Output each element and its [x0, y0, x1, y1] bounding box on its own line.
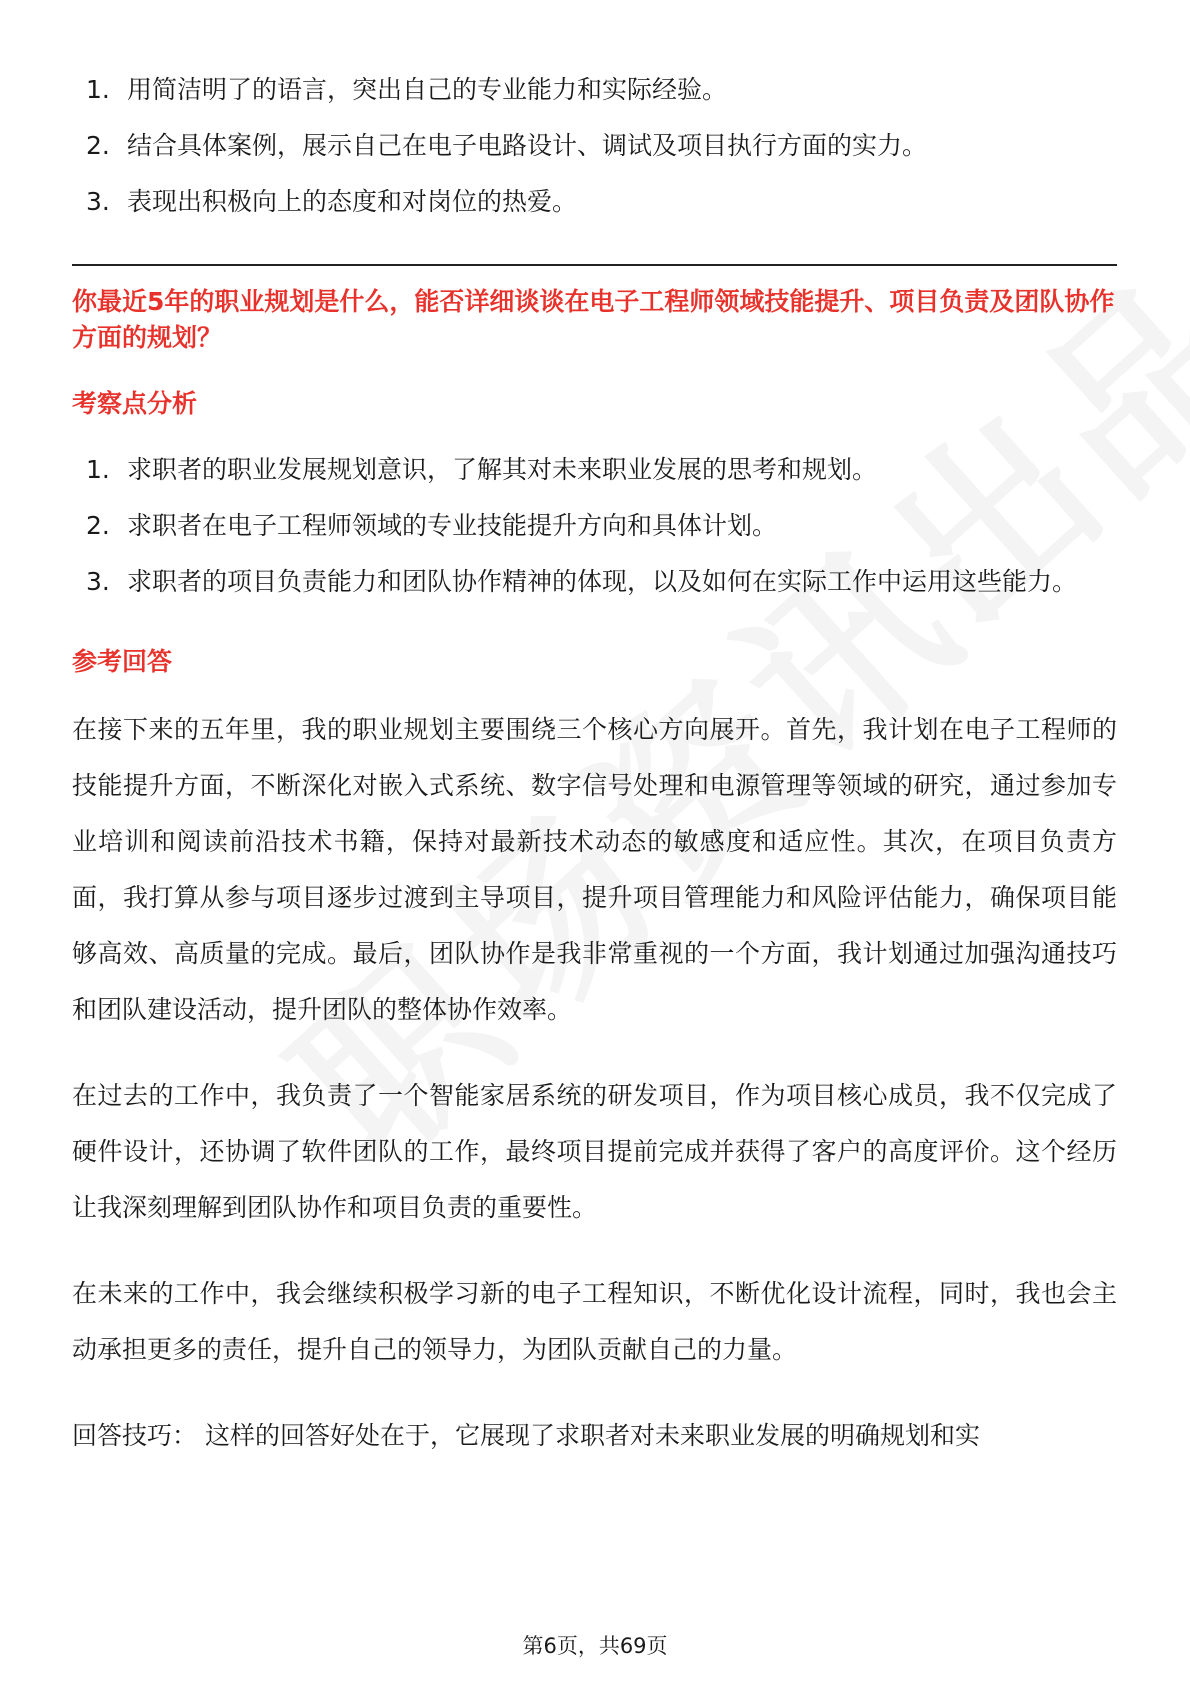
- list-number: 2.: [86, 511, 110, 540]
- list-item: [72, 554, 1117, 610]
- list-text: 表现出积极向上的态度和对岗位的热爱。: [127, 187, 578, 216]
- list-text: 结合具体案例，展示自己在电子电路设计、调试及项目执行方面的实力。: [127, 131, 928, 160]
- intro-list: [72, 62, 1117, 230]
- list-item: [72, 118, 1117, 174]
- list-number: 1.: [86, 455, 110, 484]
- list-text: 求职者的项目负责能力和团队协作精神的体现，以及如何在实际工作中运用这些能力。: [127, 567, 1078, 596]
- list-number: 3.: [86, 187, 110, 216]
- analysis-list: [72, 442, 1117, 610]
- question-heading: 你最近5年的职业规划是什么，能否详细谈谈在电子工程师领域技能提升、项目负责及团队协作方面的规划？: [72, 287, 1115, 352]
- document-page: [72, 62, 1117, 1494]
- answer-paragraph: 在过去的工作中，我负责了一个智能家居系统的研发项目，作为项目核心成员，我不仅完成了硬件设计，还协调了软件团队的工作，最终项目提前完成并获得了客户的高度评价。这个经历让我深刻理解到团队协作和项目负责的重要性。: [72, 1081, 1117, 1222]
- list-number: 2.: [86, 131, 110, 160]
- list-text: 求职者的职业发展规划意识，了解其对未来职业发展的思考和规划。: [127, 455, 878, 484]
- section-divider: [72, 264, 1117, 266]
- list-text: 用简洁明了的语言，突出自己的专业能力和实际经验。: [127, 75, 728, 104]
- list-text: 求职者在电子工程师领域的专业技能提升方向和具体计划。: [127, 511, 778, 540]
- page-number: 第6页，共69页: [522, 1634, 668, 1658]
- list-number: 1.: [86, 75, 110, 104]
- analysis-heading: 考察点分析: [72, 389, 198, 418]
- answer-paragraph: 在未来的工作中，我会继续积极学习新的电子工程知识，不断优化设计流程，同时，我也会主动承担更多的责任，提升自己的领导力，为团队贡献自己的力量。: [72, 1279, 1117, 1364]
- answer-paragraph: 在接下来的五年里，我的职业规划主要围绕三个核心方向展开。首先，我计划在电子工程师的技能提升方面，不断深化对嵌入式系统、数字信号处理和电源管理等领域的研究，通过参加专业培训和阅读前沿技术书籍，保持对最新技术动态的敏感度和适应性。其次，在项目负责方面，我打算从参与项目逐步过渡到主导项目，提升项目管理能力和风险评估能力，确保项目能够高效、高质量的完成。最后，团队协作是我非常重视的一个方面，我计划通过加强沟通技巧和团队建设活动，提升团队的整体协作效率。: [72, 715, 1117, 1024]
- answer-heading: 参考回答: [72, 647, 173, 676]
- list-item: [72, 498, 1117, 554]
- list-item: [72, 174, 1117, 230]
- list-item: [72, 442, 1117, 498]
- answer-tips: 回答技巧： 这样的回答好处在于，它展现了求职者对未来职业发展的明确规划和实: [72, 1421, 980, 1450]
- list-number: 3.: [86, 567, 110, 596]
- list-item: [72, 62, 1117, 118]
